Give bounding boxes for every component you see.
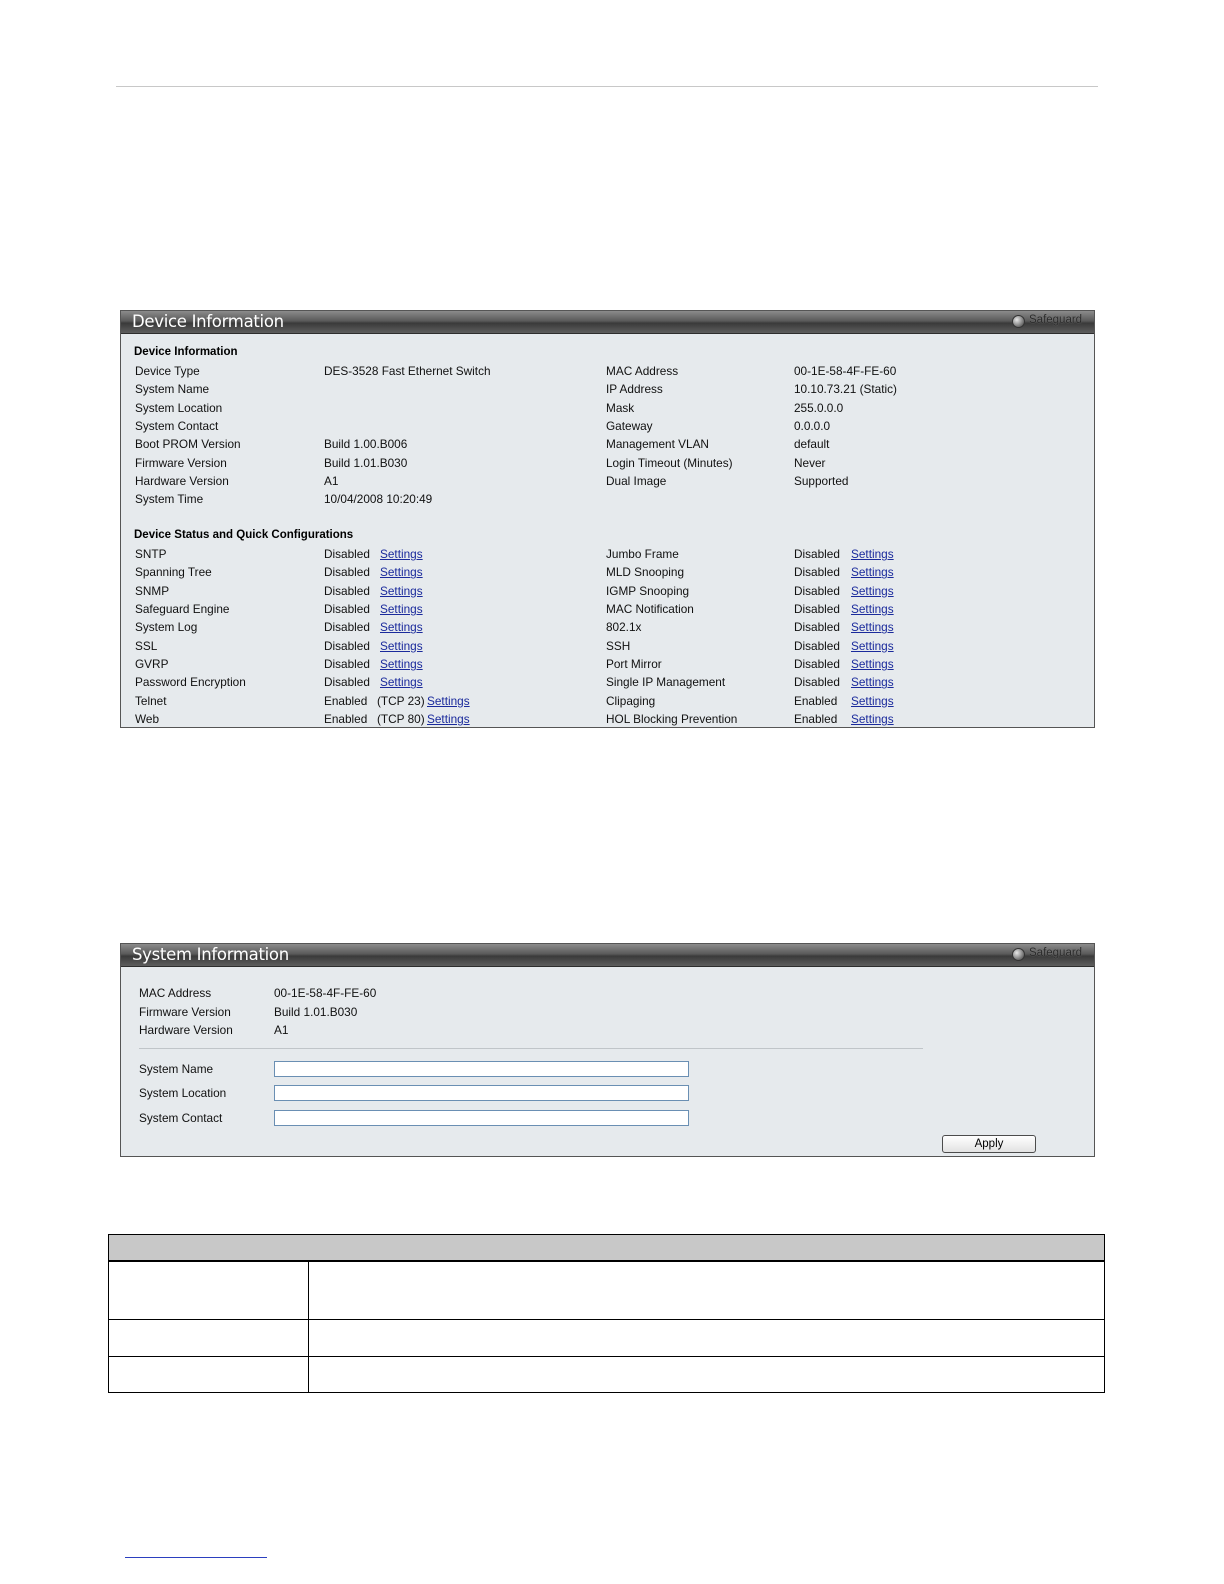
settings-link[interactable]: Settings (380, 657, 423, 672)
status-value: Disabled (324, 583, 370, 598)
field-label: System Contact (139, 1110, 223, 1125)
settings-link[interactable]: Settings (380, 565, 423, 580)
status-value: Disabled (324, 547, 370, 561)
section-title-device-information: Device Information (134, 346, 238, 358)
system-information-header (121, 944, 1094, 967)
info-value: Supported (794, 474, 849, 489)
settings-link[interactable]: Settings (851, 712, 894, 727)
settings-link[interactable]: Settings (427, 693, 470, 708)
parameter-description-table (108, 1234, 1105, 1393)
settings-link[interactable]: Settings (851, 602, 894, 617)
info-label: Login Timeout (Minutes) (606, 455, 733, 470)
info-label: IP Address (606, 382, 663, 397)
info-value: Build 1.01.B030 (324, 455, 408, 470)
status-value: Disabled (794, 657, 840, 672)
status-value: Disabled (794, 675, 840, 690)
info-label: Mask (606, 400, 635, 415)
info-value: Never (794, 455, 826, 470)
settings-link[interactable]: Settings (851, 565, 894, 580)
status-label: Password Encryption (135, 675, 246, 690)
settings-link[interactable]: Settings (851, 675, 894, 690)
info-value: 10/04/2008 10:20:49 (324, 492, 433, 507)
status-value: Disabled (324, 565, 370, 580)
status-value: Disabled (794, 620, 840, 635)
status-label: MAC Notification (606, 602, 694, 617)
info-label: System Contact (135, 419, 219, 434)
info-value: 10.10.73.21 (Static) (794, 382, 897, 397)
settings-link[interactable]: Settings (851, 620, 894, 635)
info-label: System Name (135, 382, 210, 397)
status-label: SSL (135, 638, 158, 653)
apply-button[interactable]: Apply (942, 1135, 1036, 1153)
info-value: 0.0.0.0 (794, 419, 831, 434)
safeguard-status-icon (1012, 948, 1025, 961)
status-label: HOL Blocking Prevention (606, 712, 738, 727)
settings-link[interactable]: Settings (851, 583, 894, 598)
status-value: Disabled (324, 620, 370, 635)
info-value: Build 1.00.B006 (324, 437, 408, 452)
safeguard-label: Safeguard (1029, 314, 1083, 326)
status-label: Spanning Tree (135, 565, 212, 580)
settings-link[interactable]: Settings (380, 620, 423, 635)
info-value: A1 (324, 474, 339, 489)
top-rule (116, 86, 1098, 87)
status-port: (TCP 23) (377, 693, 425, 708)
info-value: DES-3528 Fast Ethernet Switch (324, 364, 491, 378)
safeguard-status-icon (1012, 315, 1025, 328)
system-information-panel (120, 943, 1095, 1157)
info-label: Gateway (606, 419, 653, 434)
section-title-device-status: Device Status and Quick Configurations (134, 529, 354, 541)
status-label: Safeguard Engine (135, 602, 230, 617)
status-label: MLD Snooping (606, 565, 685, 580)
status-value: Disabled (794, 547, 840, 561)
status-port: (TCP 80) (377, 712, 425, 727)
status-value: Enabled (324, 693, 368, 708)
settings-link[interactable]: Settings (851, 693, 894, 708)
status-label: System Log (135, 620, 198, 635)
table-header-cell (109, 1235, 1105, 1262)
status-value: Enabled (794, 693, 838, 708)
table-cell (109, 1261, 309, 1320)
table-cell (309, 1261, 1105, 1320)
status-value: Disabled (324, 602, 370, 617)
status-label: Clipaging (606, 693, 656, 708)
info-label: MAC Address (606, 364, 679, 378)
info-label: System Time (135, 492, 204, 507)
settings-link[interactable]: Settings (380, 602, 423, 617)
device-information-title: Device Information (132, 312, 284, 331)
settings-link[interactable]: Settings (380, 675, 423, 690)
table-cell (309, 1357, 1105, 1393)
table-cell (309, 1320, 1105, 1357)
settings-link[interactable]: Settings (380, 638, 423, 653)
settings-link[interactable]: Settings (851, 657, 894, 672)
status-label: IGMP Snooping (606, 583, 690, 598)
system-contact-input[interactable] (274, 1110, 689, 1126)
table-cell (109, 1320, 309, 1357)
safeguard-indicator (1012, 948, 1092, 962)
info-label: System Location (135, 400, 223, 415)
info-label: Dual Image (606, 474, 667, 489)
info-value: Build 1.01.B030 (274, 1004, 358, 1019)
status-label: SNTP (135, 547, 167, 561)
table-row (109, 1357, 1105, 1393)
footer-link-underline (125, 1557, 267, 1558)
system-information-title: System Information (132, 945, 289, 964)
info-value: A1 (274, 1023, 289, 1037)
info-label: MAC Address (139, 986, 212, 1000)
status-label: GVRP (135, 657, 169, 672)
field-label: System Location (139, 1086, 227, 1101)
safeguard-label: Safeguard (1029, 947, 1083, 959)
status-value: Disabled (324, 657, 370, 672)
info-label: Firmware Version (135, 455, 227, 470)
info-label: Hardware Version (139, 1023, 233, 1037)
status-label: Web (135, 712, 160, 727)
info-value: 00-1E-58-4F-FE-60 (794, 364, 897, 378)
info-label: Boot PROM Version (135, 437, 241, 452)
device-information-header (121, 311, 1094, 334)
status-value: Disabled (794, 602, 840, 617)
table-header-row (109, 1235, 1105, 1262)
info-label: Management VLAN (606, 437, 709, 452)
table-cell (109, 1357, 309, 1393)
info-label: Device Type (135, 364, 200, 378)
status-value: Disabled (794, 565, 840, 580)
info-value: default (794, 437, 830, 452)
settings-link[interactable]: Settings (380, 547, 423, 561)
status-value: Enabled (794, 712, 838, 727)
table-row (109, 1320, 1105, 1357)
status-label: Single IP Management (606, 675, 726, 690)
system-location-input[interactable] (274, 1085, 689, 1101)
settings-link[interactable]: Settings (427, 712, 470, 727)
status-value: Disabled (324, 675, 370, 690)
status-label: SNMP (135, 583, 170, 598)
table-row (109, 1261, 1105, 1320)
status-label: Port Mirror (606, 657, 662, 672)
settings-link[interactable]: Settings (380, 583, 423, 598)
info-label: Firmware Version (139, 1004, 231, 1019)
divider (139, 1048, 923, 1049)
settings-link[interactable]: Settings (851, 547, 894, 561)
field-label: System Name (139, 1062, 214, 1076)
status-label: Telnet (135, 693, 167, 708)
status-label: SSH (606, 638, 631, 653)
status-value: Enabled (324, 712, 368, 727)
info-label: Hardware Version (135, 474, 229, 489)
device-information-panel (120, 310, 1095, 728)
settings-link[interactable]: Settings (851, 638, 894, 653)
system-name-input[interactable] (274, 1061, 689, 1077)
status-label: Jumbo Frame (606, 547, 679, 561)
status-label: 802.1x (606, 620, 642, 635)
info-value: 255.0.0.0 (794, 400, 844, 415)
info-value: 00-1E-58-4F-FE-60 (274, 986, 377, 1000)
status-value: Disabled (324, 638, 370, 653)
status-value: Disabled (794, 583, 840, 598)
safeguard-indicator (1012, 315, 1092, 329)
status-value: Disabled (794, 638, 840, 653)
